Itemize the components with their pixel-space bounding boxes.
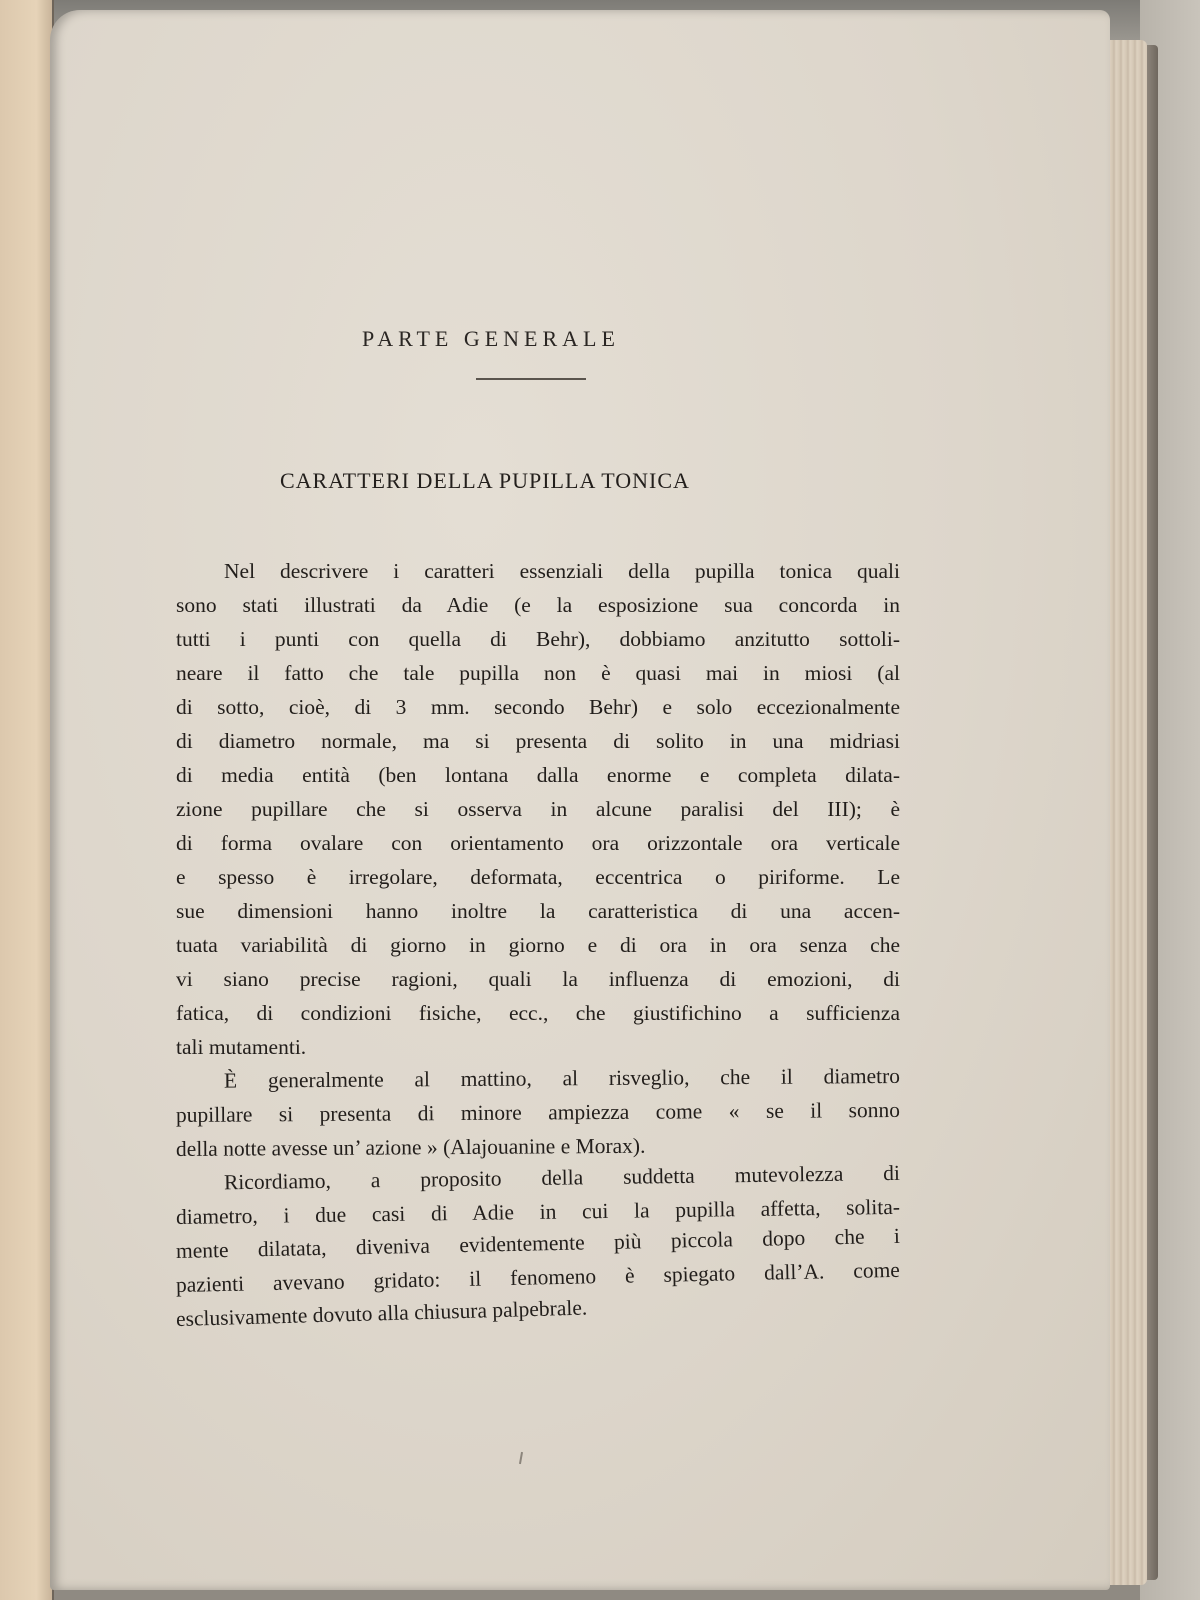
paragraph-1 [176,554,900,1064]
text-line: neare il fatto che tale pupilla non è quasi mai in miosi (al [176,661,900,685]
paragraph-2 [176,1064,900,1166]
text-line: e spesso è irregolare, deformata, eccentrica o piriforme. Le [176,865,900,889]
text-line: pupillare si presenta di minore ampiezza come « se il sonno [175,1097,901,1127]
text-line: Ricordiamo, a proposito della suddetta mutevolezza di [223,1160,901,1195]
body-text [176,554,900,1336]
text-line: di forma ovalare con orientamento ora orizzontale ora verticale [176,831,900,855]
text-line: zione pupillare che si osserva in alcune paralisi del III); è [176,797,900,821]
text-line: di diametro normale, ma si presenta di solito in una midriasi [176,729,900,753]
facing-left-page [0,0,54,1600]
text-line: sue dimensioni hanno inoltre la caratteristica di una accen- [176,899,900,923]
chapter-heading: CARATTERI DELLA PUPILLA TONICA [280,468,690,493]
text-line: tuata variabilità di giorno in giorno e di ora in ora senza che [176,933,900,957]
text-line: di media entità (ben lontana dalla enorme e completa dilata- [176,763,900,787]
text-line: sono stati illustrati da Adie (e la esposizione sua concorda in [176,593,900,617]
text-line: della notte avesse un’ azione » (Alajouanine e Morax). [175,1133,646,1161]
text-line: Nel descrivere i caratteri essenziali della pupilla tonica quali [224,559,900,583]
text-line: pazienti avevano gridato: il fenomeno è spiegato dall’A. come [175,1257,901,1297]
text-line: di sotto, cioè, di 3 mm. secondo Behr) e solo eccezionalmente [176,695,900,719]
part-heading: PARTE GENERALE [362,326,620,351]
text-line: esclusivamente dovuto alla chiusura palpebrale. [175,1295,588,1331]
text-line: diametro, i due casi di Adie in cui la pupilla affetta, solita- [175,1194,901,1229]
text-line: fatica, di condizioni fisiche, ecc., che giustifichino a sufficienza [176,1001,900,1025]
text-line: tutti i punti con quella di Behr), dobbiamo anzitutto sottoli- [176,627,900,651]
text-line: tali mutamenti. [176,1035,307,1059]
paragraph-3 [175,1160,901,1336]
text-line: È generalmente al mattino, al risveglio, che il diametro [223,1063,901,1093]
heading-divider-rule [476,378,586,380]
text-line: mente dilatata, diveniva evidentemente più piccola dopo che i [175,1223,901,1263]
text-line: vi siano precise ragioni, quali la influenza di emozioni, di [176,967,900,991]
